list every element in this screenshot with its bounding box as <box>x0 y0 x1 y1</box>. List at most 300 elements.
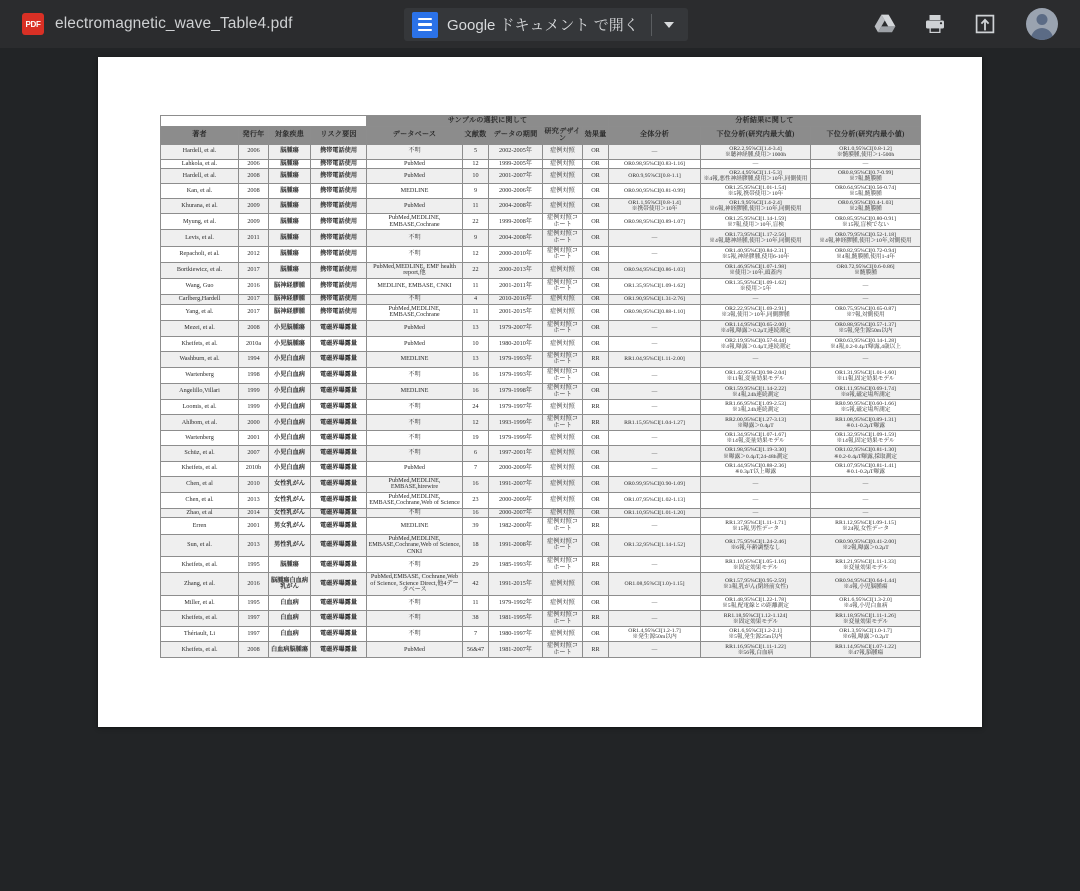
cell-disease-line1: 脳神経膠腫 <box>274 282 305 290</box>
cell-year <box>239 246 269 262</box>
cell-max <box>701 351 811 367</box>
cell-author-line1: Lahkola, et al. <box>181 159 218 167</box>
cell-period <box>489 294 543 304</box>
cell-max-line1: OR1.57,95%CI[0.95-2.59] <box>725 578 786 585</box>
cell-author-line1: Chen, et al. <box>185 496 214 504</box>
cell-db-line1: MEDLINE, EMBASE, CNKI <box>377 282 452 290</box>
cell-author <box>161 367 239 383</box>
cell-n <box>463 431 489 446</box>
cell-all-line1: — <box>651 325 658 332</box>
cell-all <box>609 642 701 658</box>
cell-all <box>609 159 701 169</box>
cell-disease <box>269 476 311 492</box>
cell-db <box>367 518 463 534</box>
cell-disease <box>269 294 311 304</box>
cell-year <box>239 262 269 278</box>
cell-year-line1: 2001 <box>247 521 260 529</box>
cell-n <box>463 144 489 159</box>
cell-max-line1: RR1.10,95%CI[1.05-1.16] <box>725 558 786 565</box>
cell-n-line1: 56&47 <box>466 645 485 653</box>
cell-risk-line1: 携帯電話使用 <box>319 171 358 179</box>
cell-max <box>701 508 811 518</box>
cell-db <box>367 351 463 367</box>
cell-risk <box>311 336 367 351</box>
cell-risk-line1: 携帯電話使用 <box>319 266 358 274</box>
cell-author <box>161 557 239 573</box>
cell-risk-line1: 電磁界曝露量 <box>319 598 358 606</box>
cell-risk <box>311 534 367 557</box>
cell-year-line1: 2016 <box>247 282 260 290</box>
cell-db <box>367 159 463 169</box>
cell-design <box>543 557 583 573</box>
cell-period-line1: 2010-2016年 <box>499 294 532 302</box>
cell-n-line1: 6 <box>473 449 478 457</box>
cell-risk <box>311 476 367 492</box>
cell-year-line1: 2008 <box>247 323 260 331</box>
cell-period-line1: 1979-1997年 <box>499 402 532 410</box>
cell-author <box>161 400 239 415</box>
cell-effect <box>583 336 609 351</box>
cell-year <box>239 573 269 596</box>
cell-min-line1: RR1.12,95%CI[1.09-1.15] <box>835 519 896 526</box>
cell-year <box>239 534 269 557</box>
cell-db <box>367 262 463 278</box>
cell-disease <box>269 169 311 184</box>
table-row <box>161 184 921 199</box>
cell-n <box>463 642 489 658</box>
cell-risk <box>311 642 367 658</box>
cell-db <box>367 476 463 492</box>
cell-all <box>609 611 701 627</box>
cell-n <box>463 534 489 557</box>
cell-all-line1: — <box>651 235 658 242</box>
cell-author-line1: Wartenberg <box>185 371 214 379</box>
cell-all <box>609 596 701 611</box>
cell-max <box>701 294 811 304</box>
cell-disease-line1: 脳腫瘍 <box>280 147 299 155</box>
cell-design <box>543 611 583 627</box>
cell-effect-line1: OR <box>591 307 600 315</box>
cell-db <box>367 627 463 642</box>
cell-effect <box>583 214 609 230</box>
cell-min-line1: — <box>862 510 869 517</box>
cell-n-line1: 16 <box>472 479 479 487</box>
cell-n-line1: 22 <box>472 217 479 225</box>
cell-disease-line1: 女性乳がん <box>274 479 305 487</box>
cell-disease-line1: 脳腫瘍 <box>280 171 299 179</box>
comparison-table <box>160 115 921 658</box>
cell-author <box>161 518 239 534</box>
cell-disease <box>269 415 311 431</box>
cell-min <box>811 294 921 304</box>
cell-period <box>489 461 543 476</box>
cell-year-line1: 2012 <box>247 249 260 257</box>
cell-min-line1: OR0.63,95%CI[0.14-1.28] <box>835 337 896 344</box>
cell-all-line1: OR1.35,95%CI[1.09-1.62] <box>624 283 685 290</box>
cell-db-line1: MEDLINE <box>400 521 429 529</box>
cell-disease <box>269 214 311 230</box>
cell-max <box>701 320 811 336</box>
cell-db <box>367 431 463 446</box>
google-docs-icon <box>412 12 438 38</box>
cell-risk <box>311 431 367 446</box>
cell-risk <box>311 596 367 611</box>
cell-min <box>811 144 921 159</box>
cell-risk-line1: 携帯電話使用 <box>319 249 358 257</box>
cell-effect-line1: OR <box>591 294 600 302</box>
cell-year <box>239 320 269 336</box>
cell-n-line1: 12 <box>472 249 479 257</box>
cell-db-line1: 不明 <box>408 560 421 568</box>
cell-max <box>701 642 811 658</box>
cell-min-line2: ※6報,曝露＞0.2μT <box>842 634 889 641</box>
cell-disease-line1: 小児白血病 <box>274 418 305 426</box>
cell-min <box>811 476 921 492</box>
cell-risk-line1: 携帯電話使用 <box>319 147 358 155</box>
cell-max <box>701 461 811 476</box>
cell-max <box>701 384 811 400</box>
cell-disease <box>269 508 311 518</box>
cell-max-line1: OR2.19,95%CI[0.57-8.44] <box>725 337 786 344</box>
cell-year <box>239 304 269 320</box>
cell-all <box>609 262 701 278</box>
cell-min-line1: OR1.0,95%CI[0.8-1.2] <box>839 145 892 152</box>
cell-author <box>161 534 239 557</box>
cell-period <box>489 351 543 367</box>
cell-all-line1: — <box>651 615 658 622</box>
cell-author <box>161 336 239 351</box>
user-avatar-icon[interactable] <box>1026 8 1058 40</box>
cell-max-line1: OR2.2,95%CI[1.4-3.4] <box>729 145 782 152</box>
cell-effect <box>583 262 609 278</box>
cell-min <box>811 492 921 508</box>
open-in-new-icon[interactable] <box>972 11 998 37</box>
cell-year <box>239 627 269 642</box>
cell-min-line2: ※4報,小児脳腫瘍 <box>843 584 888 591</box>
cell-period <box>489 214 543 230</box>
cell-risk-line1: 電磁界曝露量 <box>319 479 358 487</box>
cell-all-line1: — <box>651 522 658 529</box>
cell-min-line1: OR0.8,95%CI[0.7-0.99] <box>837 170 894 177</box>
cell-design-line1: 症例対照 <box>547 230 572 238</box>
cell-db-line1: 不明 <box>408 614 421 622</box>
table-row <box>161 534 921 557</box>
table-row <box>161 159 921 169</box>
cell-disease-line1: 脳腫瘍 <box>280 159 299 167</box>
cell-max <box>701 400 811 415</box>
table-row <box>161 431 921 446</box>
cell-min-line2: ※0.1-0.2μT曝露 <box>846 468 885 475</box>
cell-max <box>701 518 811 534</box>
cell-period <box>489 446 543 461</box>
cell-risk <box>311 461 367 476</box>
cell-effect-line1: RR <box>591 560 600 568</box>
cell-risk-line1: 携帯電話使用 <box>319 217 358 225</box>
cell-disease <box>269 246 311 262</box>
cell-n-line1: 12 <box>472 418 479 426</box>
cell-min-line1: OR0.90,95%CI[0.41-2.00] <box>835 539 896 546</box>
cell-year <box>239 596 269 611</box>
cell-effect-line1: OR <box>591 629 600 637</box>
table-row <box>161 278 921 294</box>
cell-max <box>701 492 811 508</box>
cell-disease-line1: 脳腫瘍 <box>280 202 299 210</box>
cell-disease-line1: 脳神経膠腫 <box>274 307 305 315</box>
cell-period-line1: 1981-1995年 <box>499 614 532 622</box>
table-row <box>161 320 921 336</box>
table-row <box>161 446 921 461</box>
cell-all <box>609 573 701 596</box>
cell-db <box>367 169 463 184</box>
table-row <box>161 476 921 492</box>
table-row <box>161 400 921 415</box>
cell-design-line1: 症例対照 <box>547 278 572 286</box>
cell-design <box>543 508 583 518</box>
cell-risk-line1: 電磁界曝露量 <box>319 339 358 347</box>
cell-min <box>811 262 921 278</box>
cell-n <box>463 304 489 320</box>
table-row <box>161 262 921 278</box>
cell-min <box>811 573 921 596</box>
cell-db-line1: 不明 <box>408 508 421 516</box>
cell-design-line2: コホート <box>553 557 578 571</box>
cell-design-line1: 症例対照 <box>547 557 572 565</box>
cell-disease <box>269 557 311 573</box>
cell-year-line1: 2014 <box>247 508 260 516</box>
cell-disease-line1: 小児白血病 <box>274 449 305 457</box>
cell-n <box>463 596 489 611</box>
cell-period-line1: 2001-2011年 <box>499 282 532 290</box>
column-header-7: 研究デザイン <box>543 126 583 144</box>
cell-max-line2: ※固定効果モデル <box>732 564 779 571</box>
cell-disease <box>269 573 311 596</box>
cell-min-line2: ※8報,磁定場所測定 <box>840 391 891 398</box>
cell-max-line1: OR1.75,95%CI[1.24-2.46] <box>725 539 786 546</box>
cell-max <box>701 611 811 627</box>
cell-period-line1: 1999-2008年 <box>499 217 532 225</box>
cell-min-line2: ※髄膜腫 <box>854 270 877 277</box>
cell-n-line1: 16 <box>472 387 479 395</box>
cell-min-line2: ※変量効果モデル <box>842 564 889 571</box>
column-header-10: 下位分析(研究内最大値) <box>701 126 811 144</box>
cell-n-line1: 18 <box>472 541 479 549</box>
file-title-group <box>22 13 292 35</box>
pdf-viewer[interactable] <box>0 48 1080 891</box>
cell-effect-line1: OR <box>591 339 600 347</box>
cell-min-line1: OR1.31,95%CI[1.01-1.60] <box>835 369 896 376</box>
cell-effect-line1: OR <box>591 541 600 549</box>
cell-db-line1: PubMed,MEDLINE, EMF health report,他 <box>373 262 456 277</box>
cell-design-line1: 症例対照 <box>550 464 575 472</box>
cell-all-line2: ※携帯使用＞10年 <box>631 206 678 213</box>
cell-effect <box>583 534 609 557</box>
cell-effect <box>583 415 609 431</box>
cell-period-line1: 2000-2007年 <box>499 508 532 516</box>
cell-design <box>543 573 583 596</box>
cell-min <box>811 415 921 431</box>
cell-max-line2: ※6報,年齢調整なし <box>730 545 781 552</box>
cell-db <box>367 336 463 351</box>
cell-disease-line1: 白血病 <box>270 645 290 653</box>
cell-design <box>543 446 583 461</box>
cell-risk-line1: 電磁界曝露量 <box>319 541 358 549</box>
table-row <box>161 611 921 627</box>
cell-disease <box>269 431 311 446</box>
cell-min-line1: OR1.07,95%CI[0.81-1.41] <box>835 462 896 469</box>
cell-n-line1: 4 <box>473 294 478 302</box>
cell-all <box>609 400 701 415</box>
table-row <box>161 596 921 611</box>
cell-min-line1: OR1.02,95%CI[0.81-1.30] <box>835 447 896 454</box>
table-row <box>161 367 921 383</box>
cell-period-line1: 1980-2010年 <box>499 339 532 347</box>
cell-period-line1: 1997-2001年 <box>499 449 532 457</box>
cell-period-line1: 2004-2008年 <box>499 202 532 210</box>
cell-risk-line1: 携帯電話使用 <box>319 282 358 290</box>
column-header-8: 効果量 <box>583 126 609 144</box>
cell-n-line1: 16 <box>472 371 479 379</box>
cell-max-line1: OR1.73,95%CI[1.17-2.56] <box>725 232 786 239</box>
cell-author-line1: Carlberg, <box>178 294 202 302</box>
table-row <box>161 230 921 246</box>
cell-author-line1: Kheifets, et al. <box>181 614 218 622</box>
cell-n <box>463 446 489 461</box>
cell-year-line1: 2006 <box>247 159 260 167</box>
column-header-4: データベース <box>367 126 463 144</box>
cell-all-line1: OR1.08,95%CI[1.0)-1.15] <box>624 581 685 588</box>
cell-min <box>811 367 921 383</box>
cell-all-line1: RR1.15,95%CI[1.04-1.27] <box>624 419 685 426</box>
cell-all-line1: OR0.98,95%CI[0.83-1.16] <box>624 160 685 167</box>
cell-max-line2: ※5報,配電線との距離測定 <box>722 603 789 610</box>
cell-risk-line1: 電磁界曝露量 <box>319 496 358 504</box>
cell-n <box>463 627 489 642</box>
chevron-down-icon[interactable] <box>652 8 686 41</box>
cell-risk-line1: 携帯電話使用 <box>319 202 358 210</box>
cell-year <box>239 351 269 367</box>
cell-design-line2: コホート <box>553 537 578 552</box>
cell-design-line1: 症例対照 <box>550 496 575 504</box>
cell-effect-line1: RR <box>591 418 600 426</box>
column-header-9: 全体分析 <box>609 126 701 144</box>
cell-min <box>811 627 921 642</box>
cell-max <box>701 169 811 184</box>
cell-risk <box>311 184 367 199</box>
cell-period <box>489 169 543 184</box>
cell-author <box>161 199 239 214</box>
cell-disease <box>269 159 311 169</box>
cell-db <box>367 304 463 320</box>
cell-disease <box>269 320 311 336</box>
cell-max <box>701 557 811 573</box>
cell-author-line1: Angelillo, <box>179 387 205 395</box>
cell-effect-line1: OR <box>591 464 600 472</box>
cell-min <box>811 351 921 367</box>
cell-author <box>161 431 239 446</box>
cell-risk <box>311 611 367 627</box>
cell-risk <box>311 199 367 214</box>
cell-effect <box>583 184 609 199</box>
cell-all <box>609 184 701 199</box>
cell-disease-line1: 脳腫瘍 <box>280 217 299 225</box>
cell-year-line1: 2001 <box>247 434 260 442</box>
cell-author-line1: Kheifets, et al. <box>181 339 218 347</box>
cell-all-line1: RR1.04,95%CI[1.11-2.00] <box>624 356 685 363</box>
cell-effect <box>583 278 609 294</box>
cell-risk-line1: 電磁界曝露量 <box>319 521 358 529</box>
open-with-google-docs-button[interactable] <box>404 8 688 41</box>
cell-max <box>701 184 811 199</box>
cell-year <box>239 278 269 294</box>
cell-disease <box>269 262 311 278</box>
cell-design-line2: コホート <box>553 611 578 625</box>
cell-min-line2: ※4報,髄膜腫,使用1-4年 <box>836 254 895 261</box>
cell-min-line2: ※7報,髄膜腫 <box>849 176 882 183</box>
cell-year <box>239 230 269 246</box>
cell-design-line1: 症例対照 <box>547 351 572 359</box>
cell-year-line1: 2016 <box>247 579 260 587</box>
table-row <box>161 384 921 400</box>
table-row <box>161 144 921 159</box>
cell-effect-line1: OR <box>591 159 600 167</box>
cell-year-line1: 2008 <box>247 186 260 194</box>
cell-max <box>701 596 811 611</box>
cell-effect-line1: OR <box>591 508 600 516</box>
cell-db <box>367 214 463 230</box>
cell-all <box>609 351 701 367</box>
cell-design-line1: 症例対照 <box>547 246 572 254</box>
cell-author-line1: Wang, Guo <box>185 282 214 290</box>
cell-disease <box>269 230 311 246</box>
cell-db <box>367 642 463 658</box>
cell-min <box>811 611 921 627</box>
cell-author-line1: Sun, et al. <box>187 541 212 549</box>
cell-min-line1: RR1.14,95%CI[1.07-1.22] <box>835 643 896 650</box>
cell-author-line1: Kheifets, et al. <box>181 464 218 472</box>
cell-year-line1: 1995 <box>247 560 260 568</box>
cell-max-line2: ※聴神経腫,使用＞1000h <box>724 151 787 158</box>
cell-all <box>609 367 701 383</box>
cell-min <box>811 304 921 320</box>
cell-disease <box>269 534 311 557</box>
cell-design <box>543 367 583 383</box>
cell-n <box>463 518 489 534</box>
cell-max <box>701 304 811 320</box>
cell-all <box>609 199 701 214</box>
cell-risk-line1: 電磁界曝露量 <box>319 355 358 363</box>
cell-all-line1: OR1.4,95%CI[1.2-1.7] <box>628 628 681 635</box>
cell-design-line1: 症例対照 <box>550 434 575 442</box>
cell-period <box>489 573 543 596</box>
cell-disease <box>269 336 311 351</box>
cell-author-line1: Ahlbom, et al. <box>181 418 218 426</box>
cell-design-line1: 症例対照 <box>550 266 575 274</box>
cell-author <box>161 159 239 169</box>
cell-n-line1: 29 <box>472 560 479 568</box>
cell-n <box>463 384 489 400</box>
cell-disease <box>269 184 311 199</box>
print-icon[interactable] <box>922 11 948 37</box>
cell-db <box>367 144 463 159</box>
cell-year-line1: 2000 <box>247 418 260 426</box>
cell-disease <box>269 304 311 320</box>
cell-year <box>239 557 269 573</box>
cell-design-line2: コホート <box>553 415 578 429</box>
google-drive-icon[interactable] <box>872 11 898 37</box>
cell-author <box>161 384 239 400</box>
cell-all <box>609 246 701 262</box>
cell-max-line1: RR1.37,95%CI[1.11-1.71] <box>725 519 786 526</box>
